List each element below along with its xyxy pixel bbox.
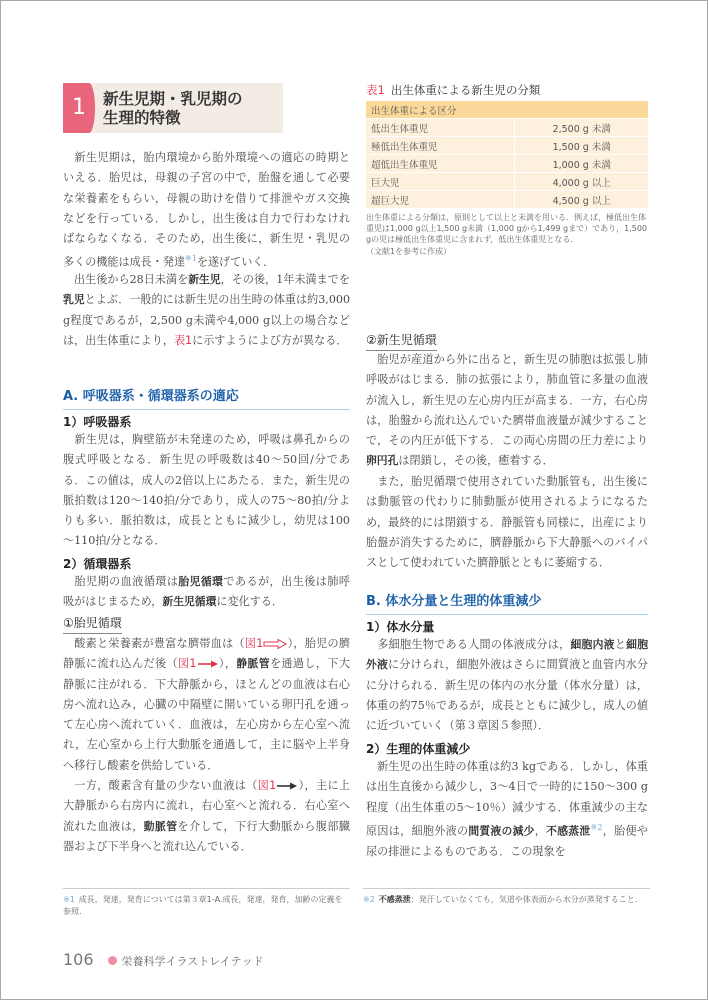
red-arrow-icon (197, 659, 219, 669)
footnote-1: ※1 成長，発達，発育については第３章1-A.成長，発達，発育，加齢の定義を参照． (63, 895, 343, 916)
bullet-dot-icon (108, 956, 117, 965)
table-ref-link[interactable]: 表1 (173, 333, 193, 347)
footnote-divider (363, 888, 650, 889)
hollow-arrow-icon (263, 639, 287, 649)
section-a-heading: A. 呼吸器系・循環器系の適応 (63, 385, 350, 410)
intro-paragraph-1: 新生児期は，胎内環境から胎外環境への適応の時期といえる．胎児は，母親の子宮の中で，胎盤を通して必要な栄養素をもらい，母親の助けを借りて排泄やガス交換などを行っている．しかし，出生後は自力で行わなければならなくなる．そのため，出生後に，新生児・乳児の多くの機能は成長・発達$^{※1}$を遂げていく． (63, 151, 350, 270)
body-water-paragraph: 多細胞生物である人間の体液成分は，細胞内液と細胞外液に分けられ，細胞外液はさらに間質液と血管内水分に分けられる．新生児の体内の水分量（体水分量）は，体重の約75％であるが，成長とともに減少し，成人の値に近づいていく（第３章図５参照）． (366, 638, 649, 733)
footnote-ref-2[interactable]: ※2 (590, 822, 603, 832)
fetal-circulation-paragraph-1: 酸素と栄養素が豊富な臍帯血は（図1 ），胎児の臍静脈に流れ込んだ後（図1 ），静脈管を通過し，下大静脈に注がれる．下大静脈から，ほとんどの血液は右心房へ流れ込み，心臓の中隔壁に開いている卵円孔を通って左心房へ流れていく．血液は，左心房から左心室へ流れ，左心室から上行大動脈を通過して，主に脳や上半身へ移行し酸素を供給している． (63, 637, 350, 772)
subsection-weight-loss-heading: 2）生理的体重減少 (366, 742, 471, 756)
table-header: 出生体重による区分 (366, 101, 648, 119)
page-footer (63, 950, 264, 969)
dark-arrow-icon (276, 781, 298, 791)
circulatory-paragraph: 胎児期の血液循環は胎児循環であるが，出生後は肺呼吸がはじまるため，新生児循環に変化する． (63, 575, 350, 609)
table-row: 超低出生体重児 1,000 g 未満 (366, 155, 648, 173)
page-number: 106 (63, 950, 94, 969)
footnote-2: ※2 不感蒸泄：発汗していなくても，気道や体表面から水分が蒸発すること． (363, 895, 643, 904)
birth-weight-table (366, 101, 648, 208)
newborn-circulation-paragraph-2: また，胎児循環で使用されていた動脈管も，出生後には動脈管の代わりに肺動脈が使用されるようになるため，最終的には閉鎖する．静脈管も同様に，出産により胎盤が消失するために，臍静脈から下大静脈へのバイパスとして使われていた臍静脈とともに萎縮する． (366, 475, 648, 570)
newborn-circulation-paragraph-1: 胎児が産道から外に出ると，新生児の肺胞は拡張し肺呼吸がはじまる．肺の拡張により，肺血管に多量の血液が流入し，新生児の左心房内圧が高まる．一方，右心房は，胎盤から流れ込んでいた臍帯血液量が減少することで，その内圧が低下する．この両心房間の圧力差により卵円孔は閉鎖し，その後，癒着する． (366, 353, 648, 468)
table-row: 極低出生体重児 1,500 g 未満 (366, 137, 648, 155)
fetal-circulation-heading: ①胎児循環 (63, 614, 122, 634)
table-row: 巨大児 4,000 g 以上 (366, 173, 648, 191)
section-b-heading: B. 体水分量と生理的体重減少 (366, 590, 648, 615)
subsection-body-water-heading: 1）体水分量 (366, 620, 435, 634)
footnote-divider (63, 888, 350, 889)
table-row: 低出生体重児 2,500 g 未満 (366, 119, 648, 137)
weight-loss-paragraph: 新生児の出生時の体重は約3 kgである．しかし，体重は出生直後から減少し，3～4日で一時的に150～300 g程度（出生体重の5～10％）減少する．体重減少の主な原因は，細胞外液の間質液の減少，不感蒸泄$^{※2}$，胎便や尿の排泄によるものである．この現象を (366, 760, 648, 858)
intro-paragraph-2: 出生後から28日未満を新生児，その後，1年未満までを乳児とよぶ．一般的には新生児の出生時の体重は約3,000 g程度であるが，2,500 g未満や4,000 g以上の場合などは，出生体重により，表1に示すようによび方が異なる． (63, 273, 351, 347)
figure-ref-link[interactable]: 図1 (177, 657, 197, 671)
subsection-respiratory-heading: 1）呼吸器系 (63, 415, 132, 429)
footnote-ref-1[interactable]: ※1 (185, 254, 197, 264)
table-source: （文献1を参考に作成） (366, 246, 452, 256)
chapter-heading (63, 83, 283, 133)
figure-ref-link[interactable]: 図1 (257, 779, 277, 792)
figure-ref-link[interactable]: 図1 (244, 637, 264, 650)
newborn-circulation-heading: ②新生児循環 (366, 331, 437, 351)
chapter-title: 新生児期・乳児期の 生理的特徴 (103, 90, 243, 127)
table-row: 超巨大児 4,500 g 以上 (366, 191, 648, 209)
respiratory-paragraph: 新生児は，胸壁筋が未発達のため，呼吸は鼻孔からの腹式呼吸となる．新生児の呼吸数は40～50回/分である．この値は，成人の2倍以上にあたる．また，新生児の脈拍数は120～140拍/分であり，成人の75～80拍/分よりも多い．脈拍数は，成長とともに減少し，幼児は100～110拍/分となる． (63, 433, 350, 548)
table-note: 出生体重による分類は，原則として以上と未満を用いる．例えば，極低出生体重児は1,000 g以上1,500 g未満（1,000 gから1,499 gまで）であり，1,500 gの児は極低出生体重児に含まれず，低出生体重児となる． （文献1を参考に作成） (366, 213, 647, 256)
book-title: 栄養科学イラストレイテッド (121, 955, 264, 968)
table-caption: 表1 出生体重による新生児の分類 (366, 83, 541, 97)
subsection-circulatory-heading: 2）循環器系 (63, 557, 132, 571)
fetal-circulation-paragraph-2: 一方，酸素含有量の少ない血液は（図1 ），主に上大静脈から右房内に流れ，右心室へと流れる．右心室へ流れた血液は，動脈管を介して，下行大動脈から腹部臓器および下半身へと流れ込んでいる． (63, 779, 350, 853)
chapter-number: 1 (63, 83, 95, 133)
